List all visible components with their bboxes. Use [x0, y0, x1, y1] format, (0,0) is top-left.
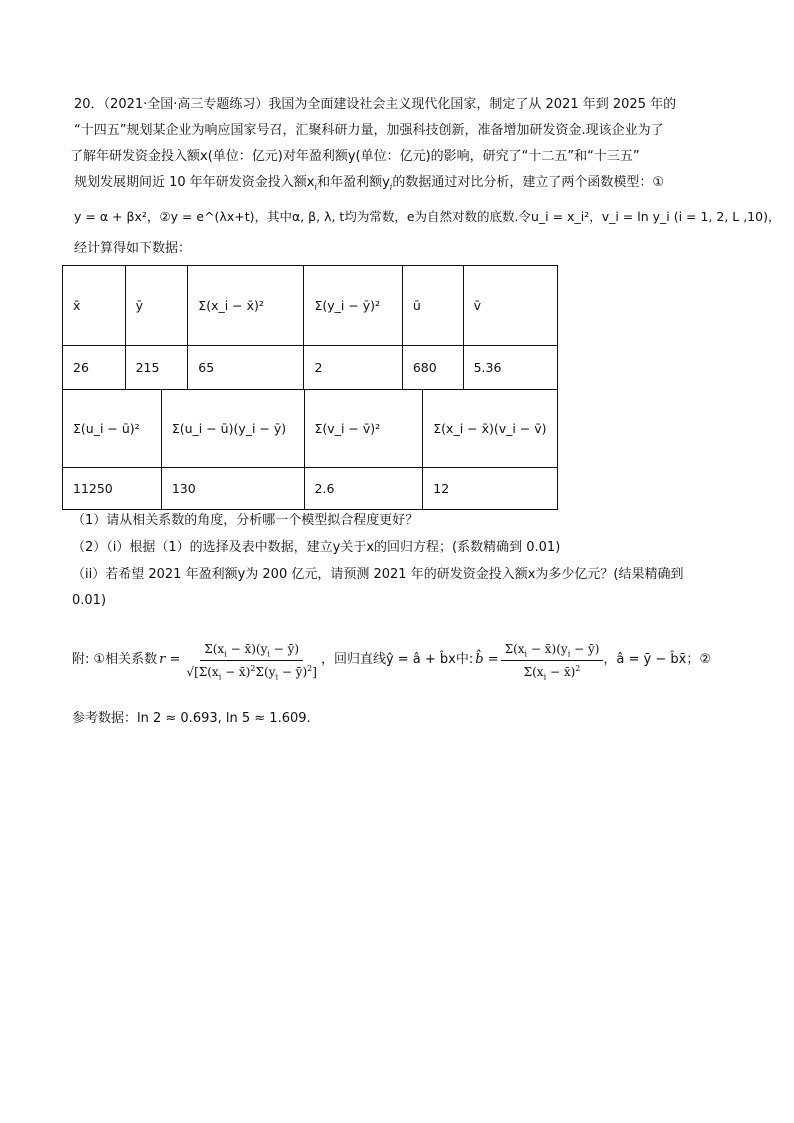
problem-line-2: “十四五”规划某企业为响应国家号召，汇聚科研力量，加强科技创新，准备增加研发资金.现该企业为了 — [74, 123, 664, 138]
problem-text-1: 我国为全面建设社会主义现代化国家，制定了从 2021 年到 2025 年的 — [268, 97, 677, 112]
question-2-ii: （ii）若希望 2021 年盈利额y为 200 亿元，请预测 2021 年的研发资金投入额x为多少亿元？(结果精确到 — [72, 567, 684, 582]
value-sum-y-dev-sq: 2 — [304, 346, 402, 390]
value-sum-u-dev-sq: 11250 — [63, 468, 162, 510]
correlation-formula: $\frac{\Sigma(x_i - x̄)(y_i - ȳ)}{√[\Sigma(x_i - x̄)^2\Sigma(y_i - ȳ)^2]}$ — [186, 641, 317, 681]
header-sum-x-v-cov: Σ(x_i − x̄)(v_i − v̄) — [423, 390, 558, 468]
value-sum-u-y-cov: 130 — [161, 468, 304, 510]
slope-formula: $\frac{\Sigma(x_i - x̄)(y_i - ȳ)}{\Sigma(x_i - x̄)^2}$ — [501, 640, 604, 681]
value-sum-x-v-cov: 12 — [423, 468, 558, 510]
regression-line-text: ，回归直线ŷ = â + b̂x中: — [320, 652, 474, 667]
value-x-mean: 26 — [63, 346, 126, 390]
intercept-formula: ，â = ȳ − b̂x̄；② — [603, 652, 711, 667]
question-1: （1）请从相关系数的角度，分析哪一个模型拟合程度更好？ — [72, 513, 419, 528]
problem-line-4: 规划发展期间近 10 年年研发资金投入额$x_i$和年盈利额$y_i$的数据通过对比分析，建立了两个函数模型：① — [74, 175, 664, 192]
b-hat-symbol: b̂ = — [475, 652, 499, 667]
problem-line-1 — [74, 96, 676, 114]
data-table-row1 — [62, 265, 558, 390]
value-y-mean: 215 — [125, 346, 188, 390]
appendix-label: 附: ①相关系数 — [72, 652, 158, 667]
reference-data: 参考数据：ln 2 ≈ 0.693, ln 5 ≈ 1.609. — [72, 711, 311, 726]
header-sum-u-y-cov: Σ(u_i − ū)(y_i − ȳ) — [161, 390, 304, 468]
header-u-mean: ū — [402, 266, 463, 346]
problem-line-5: y = α + βx²，②y = e^(λx+t)，其中α, β, λ, t均为常数，e为自然对数的底数.令u_i = x_i²，v_i = ln y_i (i = 1, 2, L ,10)， — [74, 209, 781, 224]
question-2-i: （2）（i）根据（1）的选择及表中数据，建立y关于x的回归方程；(系数精确到 0.01) — [72, 540, 561, 555]
value-sum-x-dev-sq: 65 — [188, 346, 304, 390]
header-y-mean: ȳ — [125, 266, 188, 346]
header-sum-u-dev-sq: Σ(u_i − ū)² — [63, 390, 162, 468]
appendix-formulas — [72, 620, 711, 700]
header-sum-y-dev-sq: Σ(y_i − ȳ)² — [304, 266, 402, 346]
header-sum-v-dev-sq: Σ(v_i − v̄)² — [304, 390, 423, 468]
problem-line-3: 了解年研发资金投入额x(单位：亿元)对年盈利额y(单位：亿元)的影响，研究了“十二五”和“十三五” — [70, 149, 640, 164]
problem-source: （2021·全国·高三专题练习） — [103, 97, 269, 112]
value-sum-v-dev-sq: 2.6 — [304, 468, 423, 510]
r-symbol: r = — [159, 652, 181, 667]
question-2-ii-cont: 0.01) — [72, 593, 107, 608]
data-table-row2 — [62, 389, 558, 510]
value-u-mean: 680 — [402, 346, 463, 390]
header-v-mean: v̄ — [463, 266, 557, 346]
header-sum-x-dev-sq: Σ(x_i − x̄)² — [188, 266, 304, 346]
problem-number: 20． — [74, 97, 104, 112]
value-v-mean: 5.36 — [463, 346, 557, 390]
header-x-mean: x̄ — [63, 266, 126, 346]
problem-line-6: 经计算得如下数据： — [74, 241, 192, 256]
